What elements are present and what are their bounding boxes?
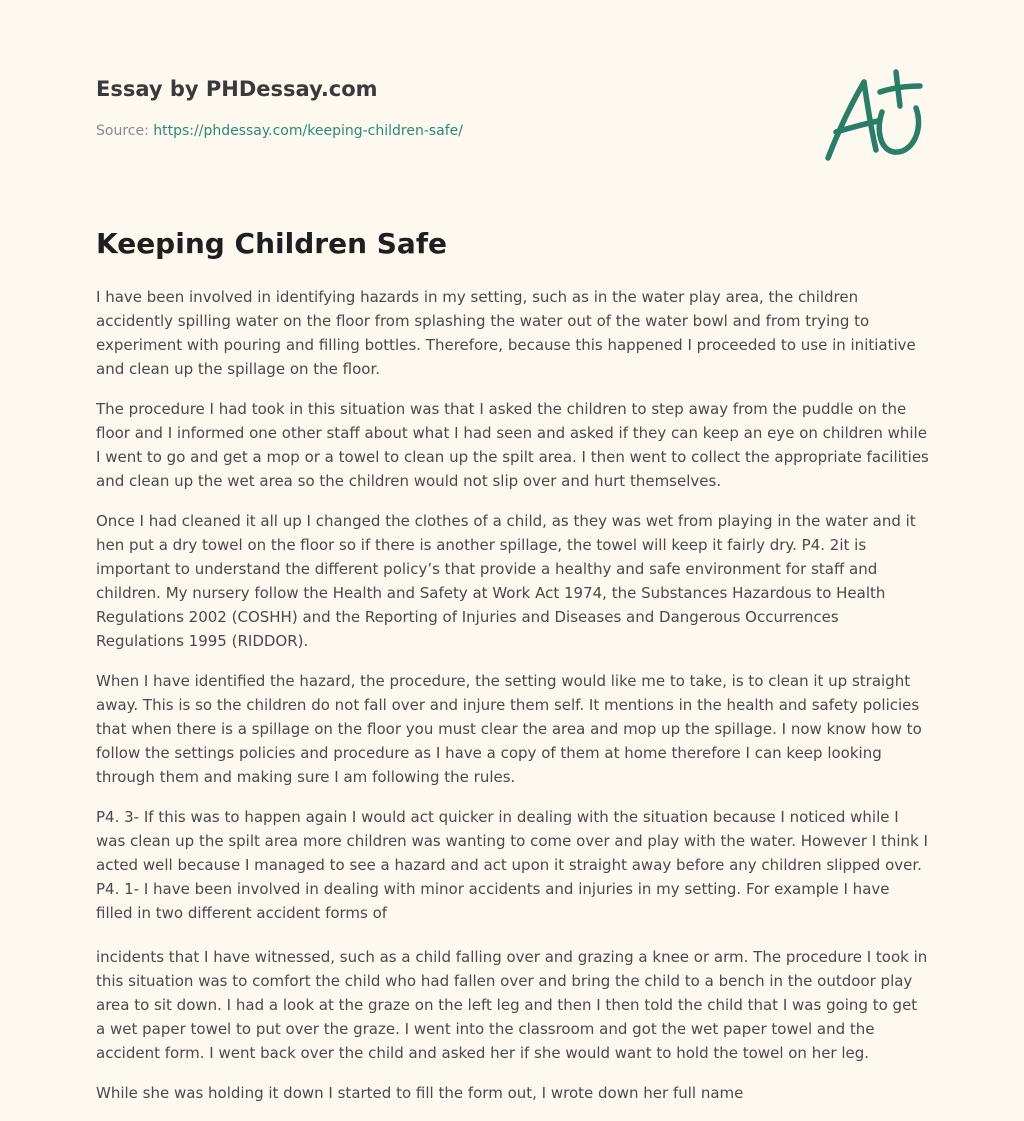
essay-paragraph: Once I had cleaned it all up I changed the clothes of a child, as they was wet from playing in the water and it hen put a dry towel on the floor so if there is another spillage, the towel will keep it fairly dry. P4. 2it is important to understand the different policy’s that provide a healthy and safe environment for staff and children. My nursery follow the Health and Safety at Work Act 1974, the Substances Hazardous to Health Regulations 2002 (COSHH) and the Reporting of Injuries and Diseases and Dangerous Occurrences Regulations 1995 (RIDDOR). (96, 512, 916, 650)
source-label: Source: (96, 123, 149, 139)
brand-title: Essay by PHDessay.com (96, 77, 378, 101)
essay-paragraph: P4. 3- If this was to happen again I would act quicker in dealing with the situation because I noticed while I was clean up the spilt area more children was wanting to come over and play with the water. However I think I acted well because I managed to see a hazard and act upon it straight away before any children slipped over. P4. 1- I have been involved in dealing with minor accidents and injuries in my setting. For example I have filled in two different accident forms of (96, 808, 928, 922)
essay-paragraph: While she was holding it down I started to fill the form out, I wrote down her full name (96, 1084, 744, 1102)
essay-title: Keeping Children Safe (96, 227, 447, 260)
a-plus-grade-icon (820, 66, 930, 166)
essay-body (96, 285, 930, 1121)
essay-paragraph: When I have identified the hazard, the procedure, the setting would like me to take, is to clean it up straight away. This is so the children do not fall over and injure them self. It mentions in the health and safety policies that when there is a spillage on the floor you must clear the area and mop up the spillage. I now know how to follow the settings policies and procedure as I have a copy of them at home therefore I can keep looking through them and making sure I am following the rules. (96, 672, 922, 786)
essay-paragraph: I have been involved in identifying hazards in my setting, such as in the water play area, the children accidently spilling water on the floor from splashing the water out of the water bowl and from trying to experiment with pouring and filling bottles. Therefore, because this happened I proceeded to use in initiative and clean up the spillage on the floor. (96, 288, 916, 378)
essay-header (96, 74, 816, 141)
essay-paragraph: The procedure I had took in this situation was that I asked the children to step away from the puddle on the floor and I informed one other staff about what I had seen and asked if they can keep an eye on children while I went to go and get a mop or a towel to clean up the spilt area. I then went to collect the appropriate facilities and clean up the wet area so the children would not slip over and hurt themselves. (96, 400, 929, 490)
essay-paragraph: incidents that I have witnessed, such as a child falling over and grazing a knee or arm. The procedure I took in this situation was to comfort the child who had fallen over and bring the child to a bench in the outdoor play area to sit down. I had a look at the graze on the left leg and then I then told the child that I was going to get a wet paper towel to put over the graze. I went into the classroom and got the wet paper towel and the accident form. I went back over the child and asked her if she would want to hold the towel on her leg. (96, 948, 928, 1062)
source-line (96, 121, 816, 141)
source-link[interactable]: https://phdessay.com/keeping-children-safe/ (153, 123, 464, 139)
